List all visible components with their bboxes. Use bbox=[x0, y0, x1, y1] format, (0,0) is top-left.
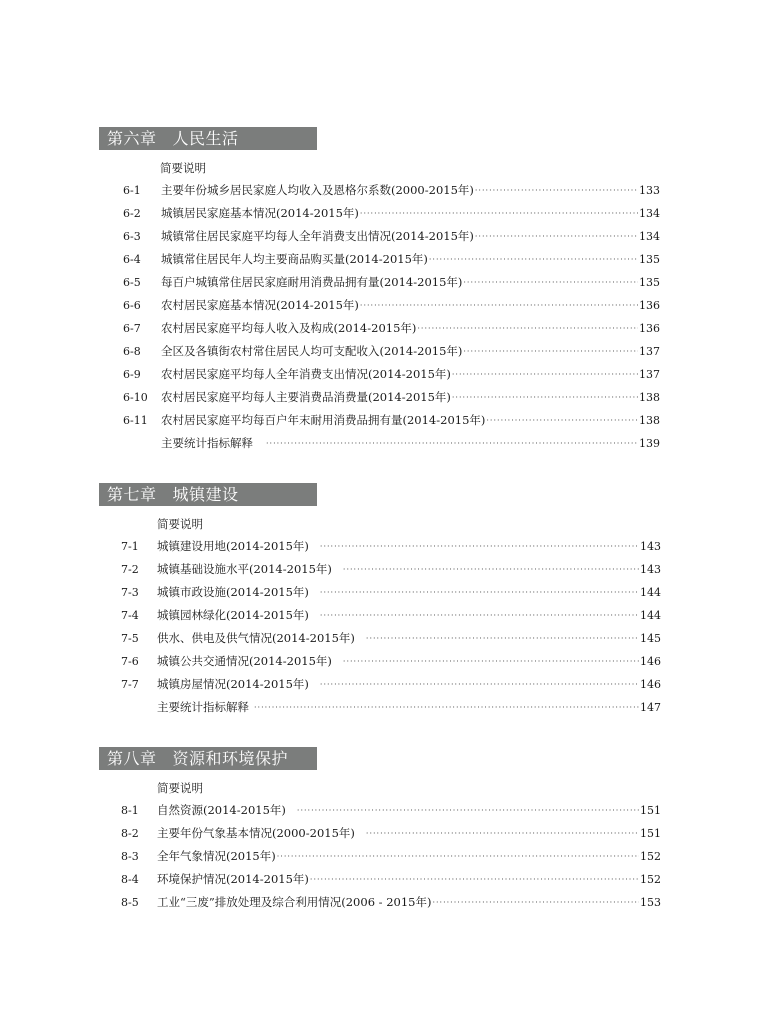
toc-entry[interactable] bbox=[121, 802, 661, 818]
entry-number: 8-4 bbox=[121, 873, 139, 886]
entry-number: 6-4 bbox=[123, 253, 141, 266]
entry-number: 8-2 bbox=[121, 827, 139, 840]
toc-entry[interactable] bbox=[123, 297, 660, 313]
toc-entry[interactable] bbox=[123, 389, 660, 405]
entry-number: 7-7 bbox=[121, 678, 139, 691]
entry-page: 133 bbox=[639, 184, 660, 197]
dot-leader bbox=[320, 539, 639, 555]
entry-page: 147 bbox=[640, 701, 661, 714]
entry-title: 城镇市政设施(2014-2015年) bbox=[157, 585, 309, 599]
dot-leader bbox=[452, 390, 638, 406]
entry-number: 6-2 bbox=[123, 207, 141, 220]
toc-entry[interactable] bbox=[121, 607, 661, 623]
entry-title: 工业“三废”排放处理及综合利用情况(2006 - 2015年) bbox=[157, 895, 432, 909]
entry-title: 城镇公共交通情况(2014-2015年) bbox=[157, 654, 332, 668]
dot-leader bbox=[320, 608, 639, 624]
entry-number: 6-11 bbox=[123, 414, 148, 427]
entry-page: 136 bbox=[639, 322, 660, 335]
dot-leader bbox=[360, 298, 638, 314]
chapter-title: 资源和环境保护 bbox=[172, 749, 289, 768]
toc-entry[interactable] bbox=[121, 871, 661, 887]
entry-page: 146 bbox=[640, 655, 661, 668]
dot-leader bbox=[343, 654, 639, 670]
entry-title: 城镇常住居民年人均主要商品购买量(2014-2015年) bbox=[161, 252, 428, 266]
entry-number: 7-3 bbox=[121, 586, 139, 599]
dot-leader bbox=[475, 183, 638, 199]
dot-leader bbox=[475, 229, 638, 245]
dot-leader bbox=[360, 206, 638, 222]
entry-page: 135 bbox=[639, 253, 660, 266]
intro-link[interactable]: 简要说明 bbox=[160, 161, 206, 175]
entry-page: 143 bbox=[640, 540, 661, 553]
dot-leader bbox=[310, 872, 639, 888]
dot-leader bbox=[463, 275, 638, 291]
entry-title: 全年气象情况(2015年) bbox=[157, 849, 276, 863]
entry-number: 6-5 bbox=[123, 276, 141, 289]
entry-page: 153 bbox=[640, 896, 661, 909]
dot-leader bbox=[343, 562, 639, 578]
entry-page: 152 bbox=[640, 873, 661, 886]
entry-title: 城镇园林绿化(2014-2015年) bbox=[157, 608, 309, 622]
entry-number: 6-10 bbox=[123, 391, 148, 404]
toc-entry[interactable] bbox=[123, 412, 660, 428]
toc-entry[interactable] bbox=[121, 825, 661, 841]
entry-title: 农村居民家庭平均每人主要消费品消费量(2014-2015年) bbox=[161, 390, 451, 404]
entry-number: 6-1 bbox=[123, 184, 141, 197]
dot-leader bbox=[463, 344, 638, 360]
toc-entry[interactable] bbox=[121, 538, 661, 554]
dot-leader bbox=[266, 436, 638, 452]
entry-title: 农村居民家庭基本情况(2014-2015年) bbox=[161, 298, 359, 312]
chapter-heading bbox=[99, 483, 317, 506]
dot-leader bbox=[320, 677, 639, 693]
chapter-title: 人民生活 bbox=[172, 129, 239, 148]
entry-number: 7-2 bbox=[121, 563, 139, 576]
entry-title: 农村居民家庭平均每百户年末耐用消费品拥有量(2014-2015年) bbox=[161, 413, 486, 427]
entry-title: 城镇居民家庭基本情况(2014-2015年) bbox=[161, 206, 359, 220]
entry-page: 144 bbox=[640, 586, 661, 599]
toc-entry[interactable] bbox=[123, 274, 660, 290]
toc-entry[interactable] bbox=[121, 848, 661, 864]
entry-title: 主要统计指标解释 bbox=[157, 700, 249, 714]
entry-number: 6-7 bbox=[123, 322, 141, 335]
dot-leader bbox=[254, 700, 639, 716]
entry-number: 8-1 bbox=[121, 804, 139, 817]
toc-entry[interactable] bbox=[123, 343, 660, 359]
toc-entry[interactable] bbox=[123, 228, 660, 244]
entry-page: 139 bbox=[639, 437, 660, 450]
toc-entry[interactable] bbox=[123, 320, 660, 336]
entry-page: 135 bbox=[639, 276, 660, 289]
entry-title: 主要年份城乡居民家庭人均收入及恩格尔系数(2000-2015年) bbox=[161, 183, 474, 197]
entry-title: 主要年份气象基本情况(2000-2015年) bbox=[157, 826, 355, 840]
entry-title: 城镇基础设施水平(2014-2015年) bbox=[157, 562, 332, 576]
entry-page: 134 bbox=[639, 207, 660, 220]
entry-page: 152 bbox=[640, 850, 661, 863]
dot-leader bbox=[320, 585, 639, 601]
intro-link[interactable]: 简要说明 bbox=[157, 517, 203, 531]
toc-entry[interactable] bbox=[123, 182, 660, 198]
toc-entry[interactable] bbox=[161, 435, 660, 451]
entry-number: 8-5 bbox=[121, 896, 139, 909]
entry-page: 137 bbox=[639, 368, 660, 381]
dot-leader bbox=[417, 321, 638, 337]
entry-title: 农村居民家庭平均每人收入及构成(2014-2015年) bbox=[161, 321, 417, 335]
dot-leader bbox=[297, 803, 639, 819]
entry-title: 环境保护情况(2014-2015年) bbox=[157, 872, 309, 886]
toc-entry[interactable] bbox=[121, 561, 661, 577]
entry-page: 145 bbox=[640, 632, 661, 645]
dot-leader bbox=[486, 413, 638, 429]
entry-title: 城镇房屋情况(2014-2015年) bbox=[157, 677, 309, 691]
entry-page: 138 bbox=[639, 391, 660, 404]
entry-title: 农村居民家庭平均每人全年消费支出情况(2014-2015年) bbox=[161, 367, 451, 381]
entry-page: 134 bbox=[639, 230, 660, 243]
dot-leader bbox=[277, 849, 639, 865]
toc-entry[interactable] bbox=[121, 894, 661, 910]
entry-title: 主要统计指标解释 bbox=[161, 436, 253, 450]
entry-number: 6-3 bbox=[123, 230, 141, 243]
entry-number: 8-3 bbox=[121, 850, 139, 863]
entry-page: 143 bbox=[640, 563, 661, 576]
entry-number: 6-9 bbox=[123, 368, 141, 381]
entry-title: 全区及各镇街农村常住居民人均可支配收入(2014-2015年) bbox=[161, 344, 463, 358]
toc-entry[interactable] bbox=[121, 584, 661, 600]
toc-entry[interactable] bbox=[123, 251, 660, 267]
entry-number: 6-6 bbox=[123, 299, 141, 312]
chapter-number: 第六章 bbox=[107, 129, 157, 148]
entry-title: 自然资源(2014-2015年) bbox=[157, 803, 286, 817]
entry-page: 146 bbox=[640, 678, 661, 691]
chapter-heading bbox=[99, 747, 317, 770]
entry-number: 7-1 bbox=[121, 540, 139, 553]
toc-entry[interactable] bbox=[157, 699, 661, 715]
chapter-heading bbox=[99, 127, 317, 150]
entry-page: 137 bbox=[639, 345, 660, 358]
dot-leader bbox=[366, 826, 639, 842]
entry-number: 7-4 bbox=[121, 609, 139, 622]
dot-leader bbox=[429, 252, 638, 268]
entry-title: 城镇建设用地(2014-2015年) bbox=[157, 539, 309, 553]
entry-page: 151 bbox=[640, 827, 661, 840]
toc-entry[interactable] bbox=[121, 653, 661, 669]
entry-title: 城镇常住居民家庭平均每人全年消费支出情况(2014-2015年) bbox=[161, 229, 474, 243]
chapter-title: 城镇建设 bbox=[172, 485, 239, 504]
intro-link[interactable]: 简要说明 bbox=[157, 781, 203, 795]
entry-number: 7-5 bbox=[121, 632, 139, 645]
entry-number: 6-8 bbox=[123, 345, 141, 358]
toc-entry[interactable] bbox=[121, 676, 661, 692]
chapter-number: 第八章 bbox=[107, 749, 157, 768]
dot-leader bbox=[432, 895, 639, 911]
dot-leader bbox=[452, 367, 638, 383]
dot-leader bbox=[366, 631, 639, 647]
entry-title: 供水、供电及供气情况(2014-2015年) bbox=[157, 631, 355, 645]
entry-title: 每百户城镇常住居民家庭耐用消费品拥有量(2014-2015年) bbox=[161, 275, 463, 289]
entry-page: 136 bbox=[639, 299, 660, 312]
entry-number: 7-6 bbox=[121, 655, 139, 668]
chapter-number: 第七章 bbox=[107, 485, 157, 504]
toc-entry[interactable] bbox=[121, 630, 661, 646]
entry-page: 151 bbox=[640, 804, 661, 817]
toc-entry[interactable] bbox=[123, 205, 660, 221]
entry-page: 138 bbox=[639, 414, 660, 427]
entry-page: 144 bbox=[640, 609, 661, 622]
toc-entry[interactable] bbox=[123, 366, 660, 382]
